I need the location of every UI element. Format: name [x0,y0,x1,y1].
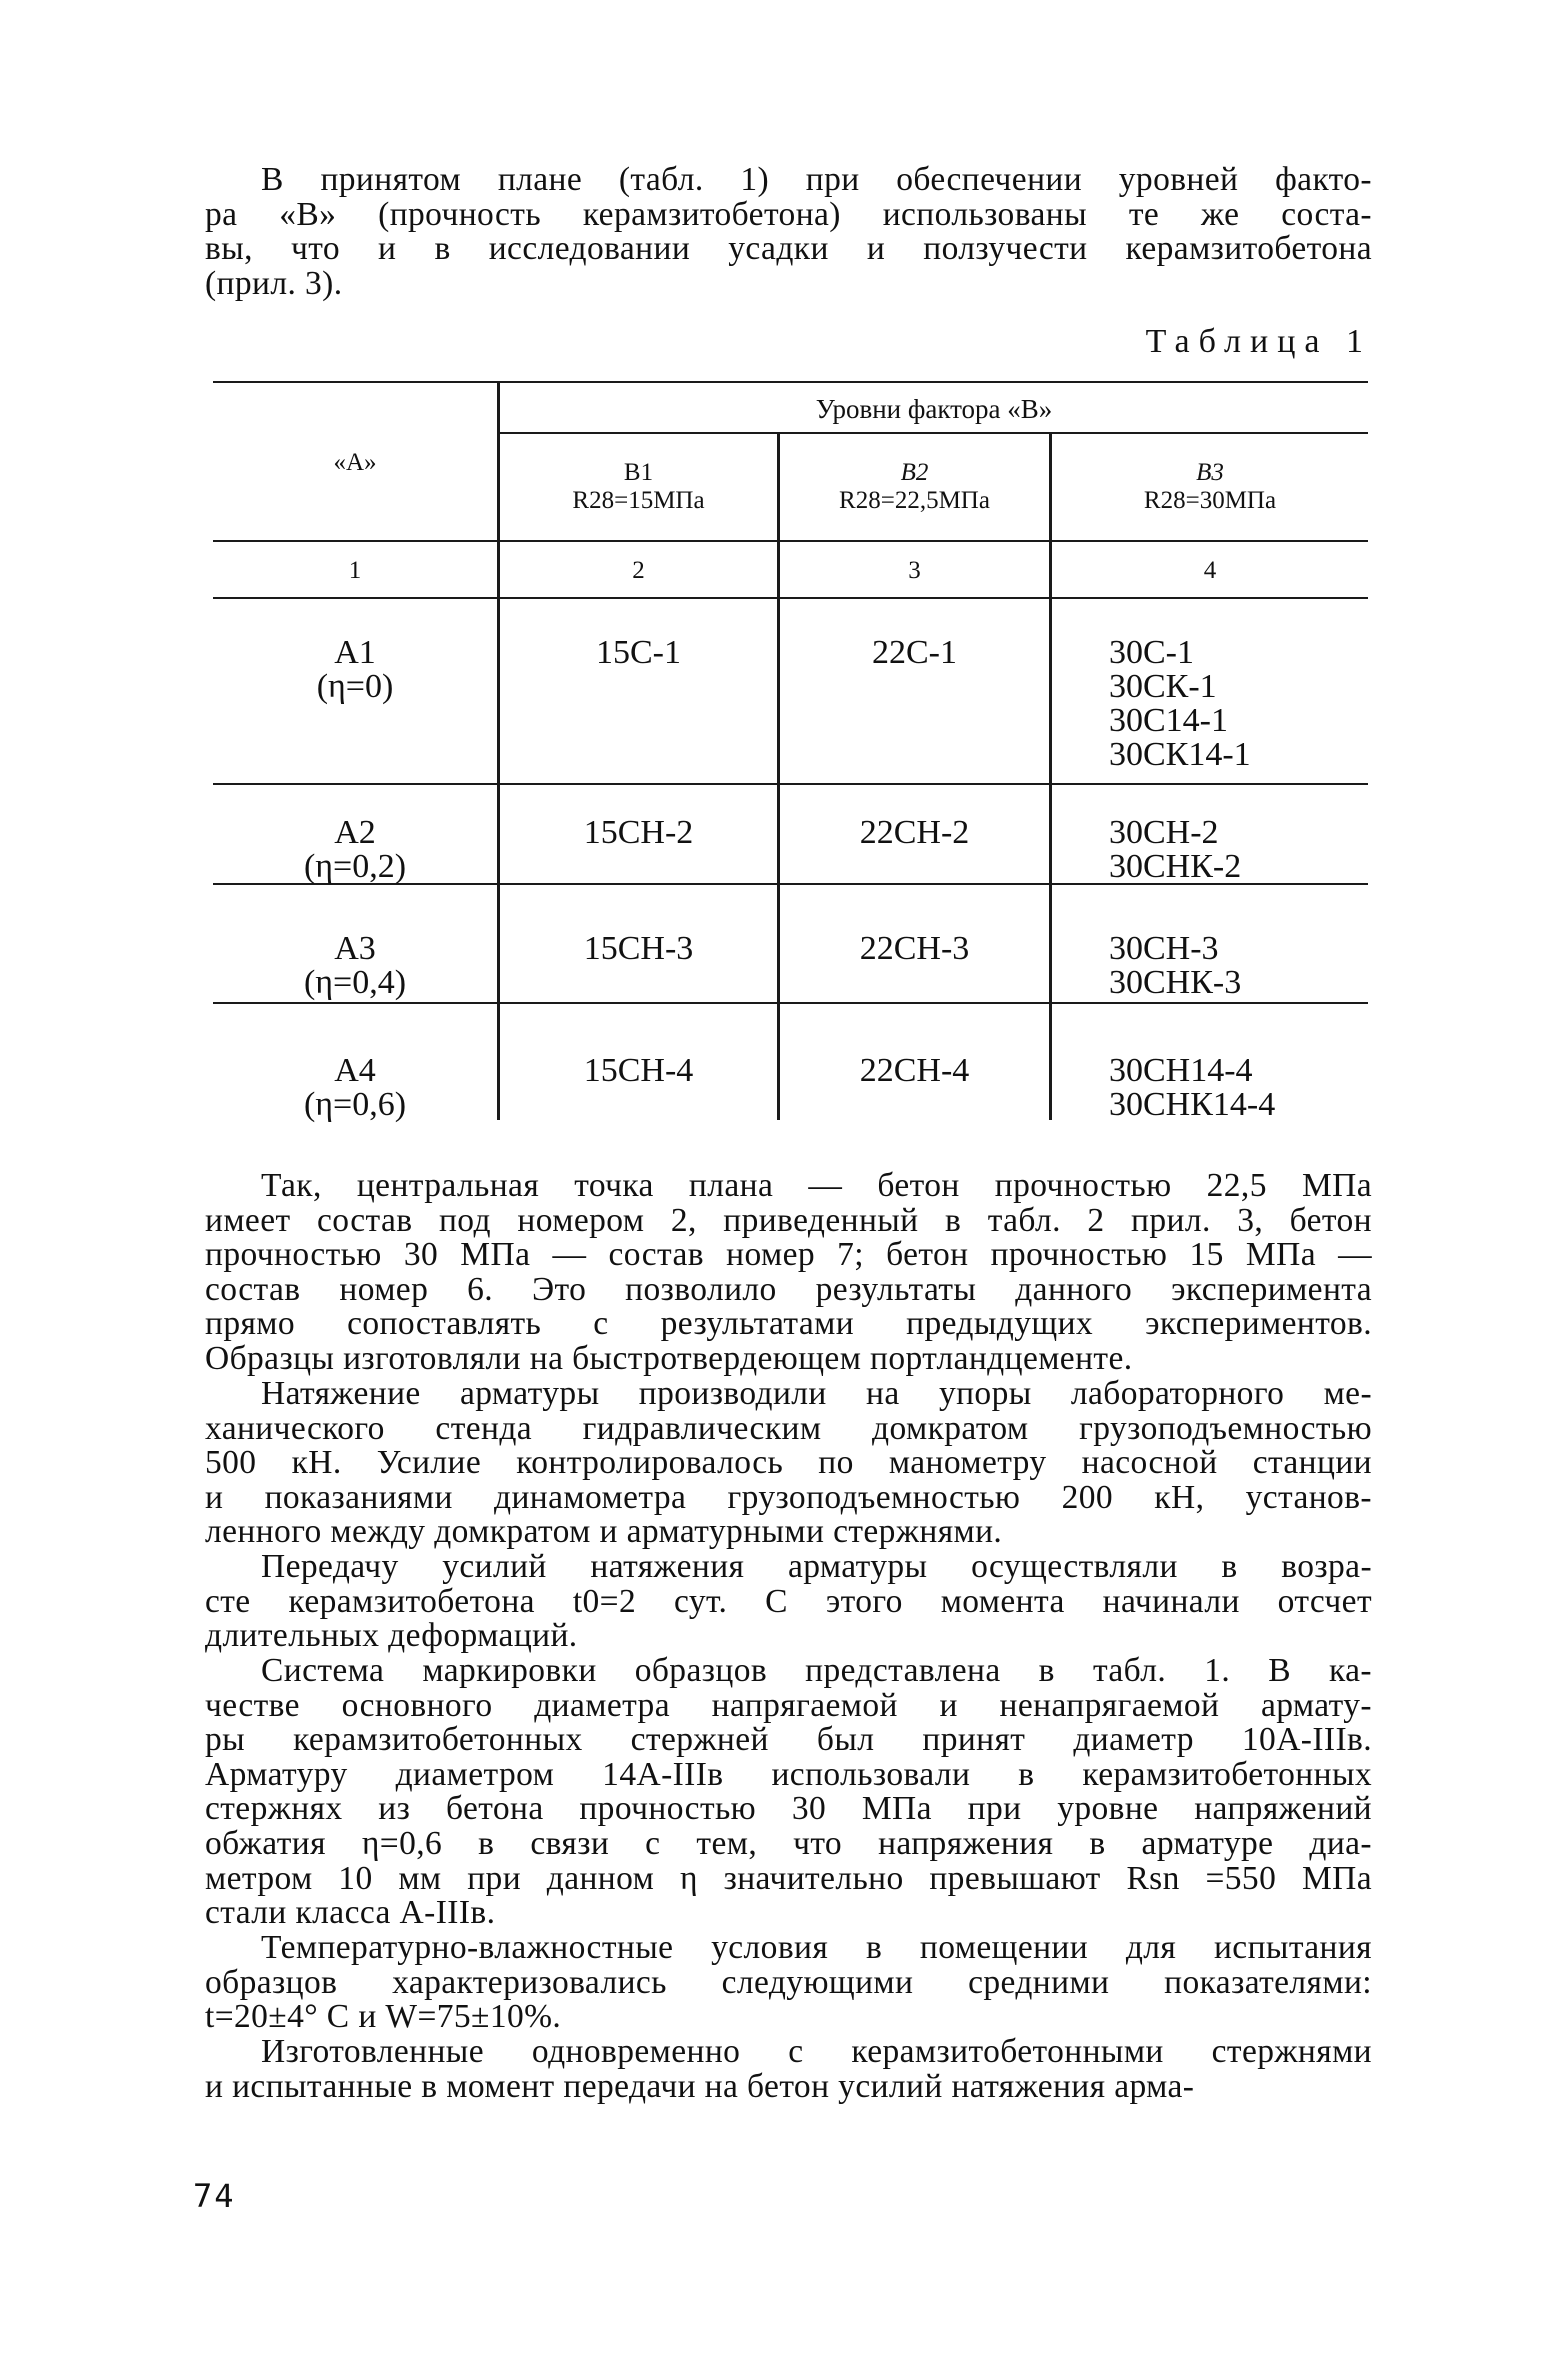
intro-paragraph [205,163,1372,301]
body-paragraph [205,1931,1372,2035]
text-line: Образцы изготовляли на быстротвердеющем портландцементе. [205,1339,1133,1377]
row-eta: (η=0,4) [303,964,407,1001]
row-divider-rule [213,783,1368,785]
column-rule [1049,434,1052,1120]
text-line: сте керамзитобетона t0=2 сут. С этого момента начинали отсчет [205,1582,1372,1620]
cell-b3: 30С-1 [1109,634,1194,671]
cell-b1: 15СН-4 [583,1052,694,1089]
body-paragraph [205,1654,1372,1931]
cell-b3: 30СНК14-4 [1109,1086,1276,1123]
cell-b3: 30СН-3 [1109,930,1219,967]
text-line: ленного между домкратом и арматурными стержнями. [205,1513,1003,1551]
cell-b1: 15С-1 [596,634,681,671]
header-b2-strength: R28=22,5МПа [839,487,990,514]
column-number: 2 [632,557,645,584]
cell-b3: 30СН14-4 [1109,1052,1253,1089]
header-b1-strength: R28=15МПа [572,487,705,514]
header-bottom-rule [213,540,1368,542]
cell-b2: 22СН-3 [859,930,970,967]
text-line: состав номер 6. Это позволило результаты данного эксперимента [205,1270,1372,1308]
cell-b2: 22С-1 [872,634,957,671]
column-number: 4 [1203,557,1217,584]
text-line: 500 кН. Усилие контролировалось по манометру насосной станции [205,1444,1372,1482]
header-b1-name: B1 [623,459,654,486]
header-factor-b-levels: Уровни фактора «В» [815,394,1053,424]
cell-b3: 30СК-1 [1109,668,1217,705]
text-line: честве основного диаметра напрягаемой и ненапрягаемой армату- [205,1686,1372,1724]
cell-b1: 15СН-3 [583,930,694,967]
row-eta: (η=0,6) [303,1086,407,1123]
column-numbers-bottom-rule [213,597,1368,599]
body-paragraph [205,1550,1372,1654]
body-paragraph [205,1169,1372,1377]
body-paragraph [205,1377,1372,1550]
text-line: Система маркировки образцов представлена в табл. 1. В ка- [261,1652,1372,1689]
text-line: ханического стенда гидравлическим домкратом грузоподъемностью [205,1409,1372,1447]
cell-b3: 30СК14-1 [1109,736,1251,773]
cell-b1: 15СН-2 [583,814,694,851]
cell-b2: 22СН-2 [859,814,970,851]
text-line: обжатия η=0,6 в связи с тем, что напряжения в арматуре диа- [205,1824,1372,1862]
cell-b3: 30СН-2 [1109,814,1219,851]
text-line: метром 10 мм при данном η значительно превышают Rsn =550 МПа [205,1859,1372,1897]
table-top-rule [213,381,1368,383]
column-rule [777,434,780,1120]
cell-b3: 30СНК-3 [1109,964,1242,1001]
text-line: В принятом плане (табл. 1) при обеспечении уровней факто- [261,161,1372,198]
text-line: прочностью 30 МПа — состав номер 7; бетон прочностью 15 МПа — [205,1236,1372,1274]
text-line: имеет состав под номером 2, приведенный в табл. 2 прил. 3, бетон [205,1201,1372,1239]
text-line: стали класса А-IIIв. [205,1894,496,1932]
text-line: Натяжение арматуры производили на упоры лабораторного ме- [261,1375,1372,1412]
text-line: (прил. 3). [205,264,343,302]
column-number: 3 [908,557,921,584]
cell-b3: 30СНК-2 [1109,848,1242,885]
text-line: Изготовленные одновременно с керамзитобетонными стержнями [261,2033,1372,2070]
cell-b2: 22СН-4 [859,1052,970,1089]
table-title: Таблица 1 [1145,323,1372,360]
text-line: стержнях из бетона прочностью 30 МПа при уровне напряжений [205,1790,1372,1828]
text-line: Температурно-влажностные условия в помещении для испытания [261,1929,1372,1966]
row-a-level: A2 [334,814,376,851]
row-a-level: A4 [334,1052,376,1089]
header-b3-name: B3 [1196,459,1224,486]
page-number: 74 [193,2177,236,2215]
row-a-level: A1 [334,634,376,671]
row-a-level: A3 [334,930,376,967]
text-line: длительных деформаций. [205,1617,578,1655]
body-paragraph [205,2035,1372,2104]
row-eta: (η=0,2) [303,848,407,885]
header-b3-strength: R28=30МПа [1143,487,1277,514]
header-b2-name: B2 [900,459,929,486]
text-line: и показаниями динамометра грузоподъемностью 200 кН, установ- [205,1478,1372,1516]
row-divider-rule [213,1002,1368,1004]
column-number: 1 [348,557,362,584]
text-line: и испытанные в момент передачи на бетон усилий натяжения арма- [205,2067,1195,2105]
text-line: ры керамзитобетонных стержней был принят диаметр 10А-IIIв. [205,1721,1372,1759]
text-line: ра «В» (прочность керамзитобетона) использованы те же соста- [205,195,1372,233]
text-line: t=20±4° С и W=75±10%. [205,1998,562,2036]
header-factor-a: «А» [333,449,377,476]
cell-b3: 30С14-1 [1109,702,1228,739]
text-line: вы, что и в исследовании усадки и ползучести керамзитобетона [205,230,1372,268]
text-line: образцов характеризовались следующими средними показателями: [205,1963,1372,2001]
text-line: Арматуру диаметром 14А-IIIв использовали в керамзитобетонных [205,1755,1372,1793]
text-line: прямо сопоставлять с результатами предыдущих экспериментов. [205,1305,1372,1343]
row-eta: (η=0) [316,668,394,705]
text-line: Так, центральная точка плана — бетон прочностью 22,5 МПа [261,1167,1372,1204]
header-divider-rule [500,432,1368,434]
text-line: Передачу усилий натяжения арматуры осуществляли в возра- [261,1548,1372,1585]
